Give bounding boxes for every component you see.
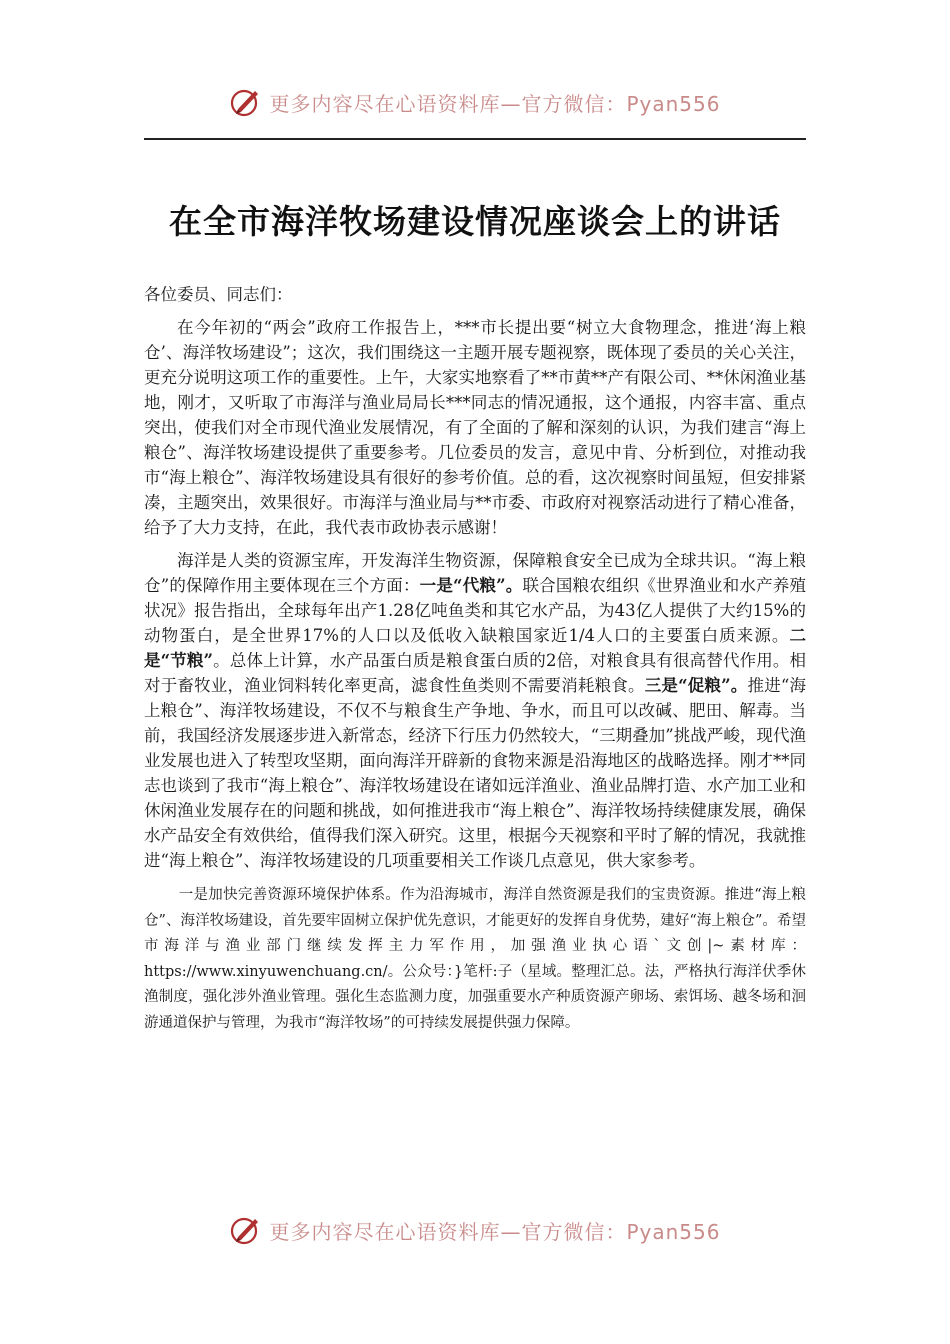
point-2-text: 。总体上计算，水产品蛋白质是粮食蛋白质的2倍，对粮食具有很高替代作用。相对于畜牧业，渔业饲料转化率更高，滤食性鱼类则不需要消耗粮食。 bbox=[144, 651, 807, 695]
banner-text: 更多内容尽在心语资料库—官方微信：Pyan556 bbox=[269, 1219, 721, 1244]
pen-logo-icon bbox=[229, 85, 263, 119]
paragraph-2-intro: 海洋是人类的资源宝库，开发海洋生物资源，保障粮食安全已成为全球共识。“海上粮仓”的保障作用主要体现在三个方面： bbox=[144, 551, 806, 595]
footer-banner bbox=[0, 1210, 950, 1250]
paragraph-1: 在今年初的“两会”政府工作报告上，***市长提出要“树立大食物理念，推进‘海上粮仓’、海洋牧场建设”；这次，我们围绕这一主题开展专题视察，既体现了委员的关心关注，更充分说明这项工作的重要性。上午，大家实地察看了**市黄**产有限公司、**休闲渔业基地，刚才，又听取了市海洋与渔业局局长***同志的情况通报，这个通报，内容丰富、重点突出，使我们对全市现代渔业发展情况，有了全面的了解和深刻的认识，为我们建言“海上粮仓”、海洋牧场建设提供了重要参考。几位委员的发言，意见中肯、分析到位，对推动我市“海上粮仓”、海洋牧场建设具有很好的参考价值。总的看，这次视察时间虽短，但安排紧凑，主题突出，效果很好。市海洋与渔业局与**市委、市政府对视察活动进行了精心准备，给予了大力支持，在此，我代表市政协表示感谢！ bbox=[144, 318, 806, 537]
banner-text: 更多内容尽在心语资料库—官方微信：Pyan556 bbox=[269, 91, 721, 116]
pen-logo-icon bbox=[229, 1213, 263, 1247]
point-2-heading: 二是“节粮” bbox=[144, 626, 806, 670]
salutation: 各位委员、同志们： bbox=[144, 285, 293, 304]
point-3-heading: 三是“促粮”。 bbox=[644, 676, 748, 695]
point-3-text: 推进“海上粮仓”、海洋牧场建设，不仅不与粮食生产争地、争水，而且可以改碱、肥田、解毒。当前，我国经济发展逐步进入新常态，经济下行压力仍然较大，“三期叠加”挑战严峻，现代渔业发展也进入了转型攻坚期，面向海洋开辟新的食物来源是沿海地区的战略选择。刚才**同志也谈到了我市“海上粮仓”、海洋牧场建设在诸如远洋渔业、渔业品牌打造、水产加工业和休闲渔业发展存在的问题和挑战，如何推进我市“海上粮仓”、海洋牧场持续健康发展，确保水产品安全有效供给，值得我们深入研究。这里，根据今天视察和平时了解的情况，我就推进“海上粮仓”、海洋牧场建设的几项重要相关工作谈几点意见，供大家参考。 bbox=[144, 676, 807, 870]
page-title: 在全市海洋牧场建设情况座谈会上的讲话 bbox=[169, 202, 781, 241]
point-1-heading: 一是“代粮”。 bbox=[419, 576, 523, 595]
document-body bbox=[144, 282, 806, 1036]
header-divider bbox=[144, 138, 806, 140]
paragraph-3: 一是加快完善资源环境保护体系。作为沿海城市，海洋自然资源是我们的宝贵资源。推进“海上粮仓”、海洋牧场建设，首先要牢固树立保护优先意识，才能更好的发挥自身优势，建好“海上粮仓”。希望市海洋与渔业部门继续发挥主力军作用，加强渔业执心语`文创|~素材库：https://www.xinyuwenchuang.cn/。公众号：}笔杆:子（星域。整理汇总。法，严格执行海洋伏季休渔制度，强化涉外渔业管理。强化生态监测力度，加强重要水产种质资源产卵场、索饵场、越冬场和洄游通道保护与管理，为我市“海洋牧场”的可持续发展提供强力保障。 bbox=[144, 887, 806, 1031]
header-banner bbox=[0, 82, 950, 122]
paragraph-2 bbox=[144, 548, 806, 873]
point-1-text: 联合国粮农组织《世界渔业和水产养殖状况》报告指出，全球每年出产1.28亿吨鱼类和其它水产品，为43亿人提供了大约15%的动物蛋白，是全世界17%的人口以及低收入缺粮国家近1/4人口的主要蛋白质来源。 bbox=[144, 576, 806, 645]
